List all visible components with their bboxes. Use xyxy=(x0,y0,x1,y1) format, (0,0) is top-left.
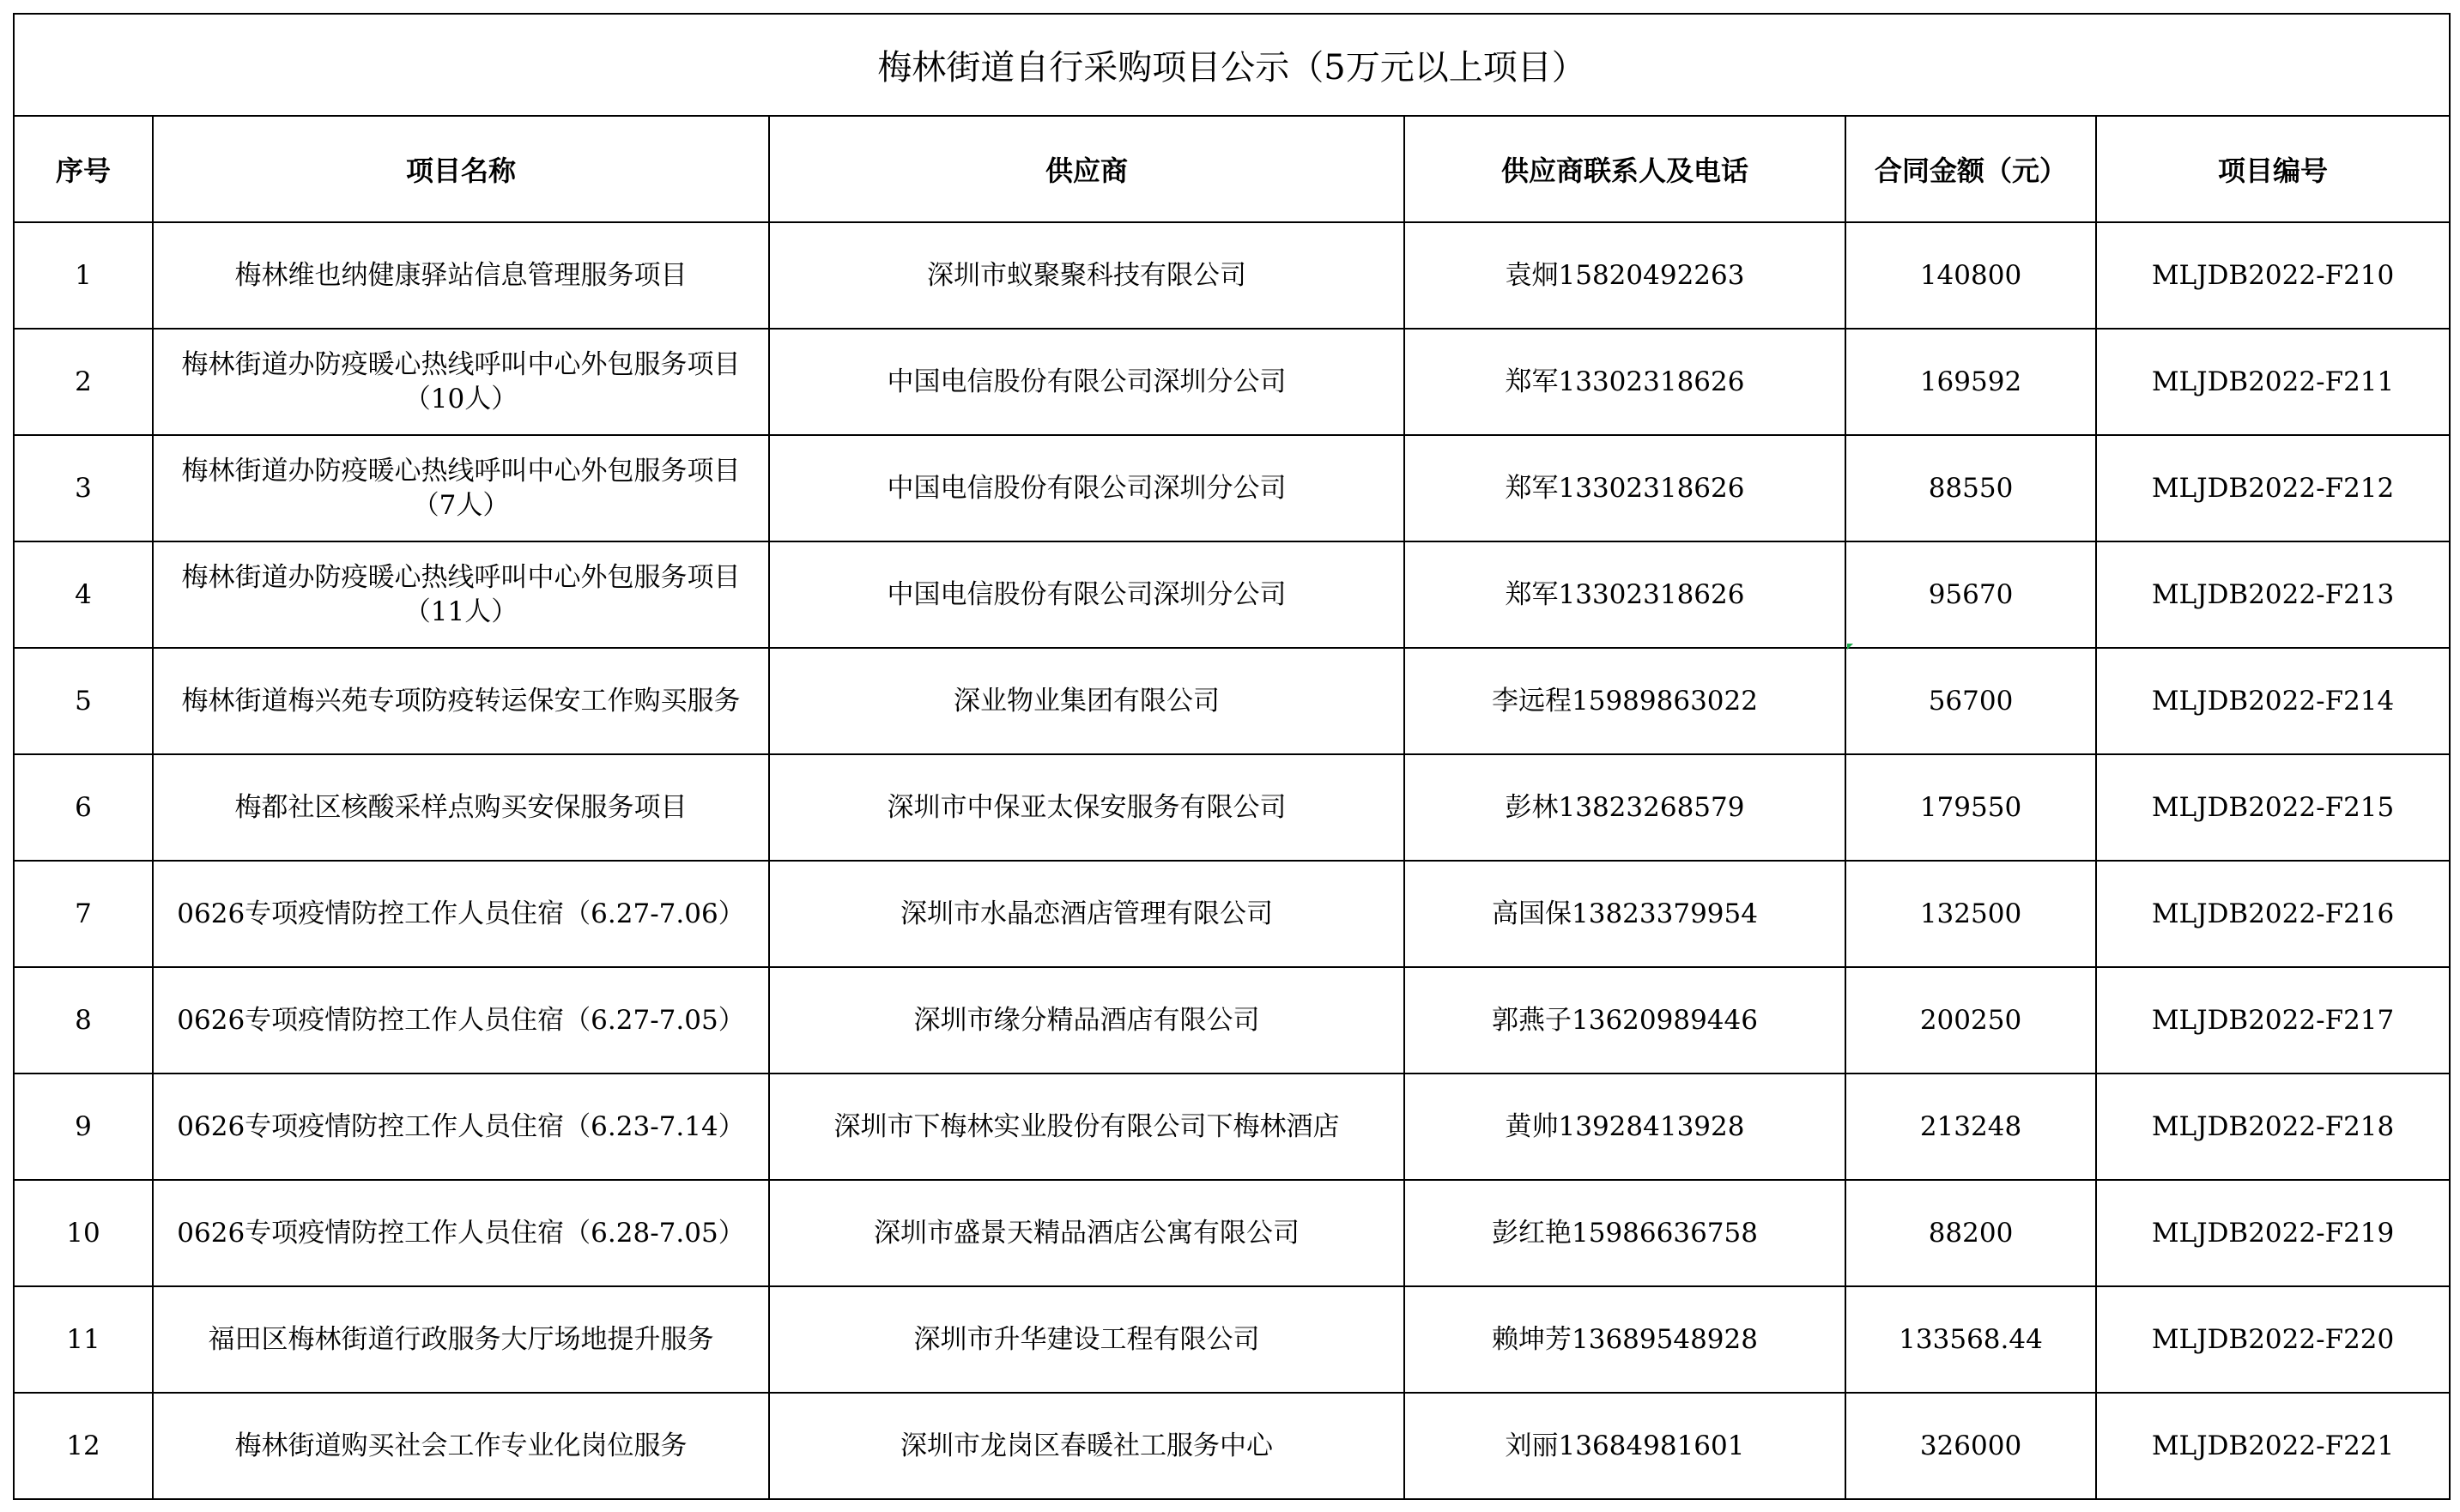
table-row xyxy=(14,967,2450,1074)
cell-project-code: MLJDB2022-F213 xyxy=(2096,541,2450,648)
table-row xyxy=(14,222,2450,329)
cell-project-code: MLJDB2022-F212 xyxy=(2096,435,2450,541)
cell-project-code: MLJDB2022-F215 xyxy=(2096,754,2450,861)
cell-contact: 郭燕子13620989446 xyxy=(1404,967,1845,1074)
cell-no: 9 xyxy=(14,1074,153,1180)
table-row xyxy=(14,1393,2450,1499)
cell-amount: 133568.44 xyxy=(1845,1286,2096,1393)
column-header-supplier: 供应商 xyxy=(769,116,1404,222)
cell-supplier: 中国电信股份有限公司深圳分公司 xyxy=(769,329,1404,435)
table-row xyxy=(14,861,2450,967)
cell-contact: 彭红艳15986636758 xyxy=(1404,1180,1845,1286)
cell-no: 8 xyxy=(14,967,153,1074)
cell-project-name: 梅林街道办防疫暖心热线呼叫中心外包服务项目（7人） xyxy=(153,435,769,541)
cell-amount: 169592 xyxy=(1845,329,2096,435)
column-header-amount: 合同金额（元） xyxy=(1845,116,2096,222)
cell-project-name: 梅林街道办防疫暖心热线呼叫中心外包服务项目（10人） xyxy=(153,329,769,435)
cell-amount: 56700 xyxy=(1845,648,2096,754)
table-row xyxy=(14,648,2450,754)
cell-contact: 赖坤芳13689548928 xyxy=(1404,1286,1845,1393)
cell-project-code: MLJDB2022-F220 xyxy=(2096,1286,2450,1393)
cell-contact: 袁炯15820492263 xyxy=(1404,222,1845,329)
cell-project-name: 福田区梅林街道行政服务大厅场地提升服务 xyxy=(153,1286,769,1393)
table-row xyxy=(14,1286,2450,1393)
cell-supplier: 深圳市龙岗区春暖社工服务中心 xyxy=(769,1393,1404,1499)
cell-supplier: 中国电信股份有限公司深圳分公司 xyxy=(769,541,1404,648)
header-row xyxy=(14,116,2450,222)
table-row xyxy=(14,1180,2450,1286)
cell-contact: 郑军13302318626 xyxy=(1404,435,1845,541)
cell-project-code: MLJDB2022-F221 xyxy=(2096,1393,2450,1499)
cell-project-name: 梅都社区核酸采样点购买安保服务项目 xyxy=(153,754,769,861)
cell-supplier: 深圳市蚁聚聚科技有限公司 xyxy=(769,222,1404,329)
column-header-project-name: 项目名称 xyxy=(153,116,769,222)
cell-contact: 黄帅13928413928 xyxy=(1404,1074,1845,1180)
cell-project-name: 梅林维也纳健康驿站信息管理服务项目 xyxy=(153,222,769,329)
cell-amount: 88200 xyxy=(1845,1180,2096,1286)
cell-no: 5 xyxy=(14,648,153,754)
column-header-contact: 供应商联系人及电话 xyxy=(1404,116,1845,222)
cell-no: 1 xyxy=(14,222,153,329)
cell-no: 7 xyxy=(14,861,153,967)
table-row xyxy=(14,754,2450,861)
table-row xyxy=(14,435,2450,541)
cell-project-name: 梅林街道办防疫暖心热线呼叫中心外包服务项目（11人） xyxy=(153,541,769,648)
cell-supplier: 深圳市缘分精品酒店有限公司 xyxy=(769,967,1404,1074)
cell-project-code: MLJDB2022-F211 xyxy=(2096,329,2450,435)
cell-contact: 郑军13302318626 xyxy=(1404,329,1845,435)
column-header-no: 序号 xyxy=(14,116,153,222)
procurement-table xyxy=(13,13,2451,1500)
cell-no: 2 xyxy=(14,329,153,435)
cell-supplier: 深业物业集团有限公司 xyxy=(769,648,1404,754)
cell-amount: 95670 xyxy=(1845,541,2096,648)
cell-amount: 179550 xyxy=(1845,754,2096,861)
cell-project-name: 0626专项疫情防控工作人员住宿（6.27-7.06） xyxy=(153,861,769,967)
cell-amount: 140800 xyxy=(1845,222,2096,329)
cell-no: 10 xyxy=(14,1180,153,1286)
cell-contact: 李远程15989863022 xyxy=(1404,648,1845,754)
cell-supplier: 深圳市水晶恋酒店管理有限公司 xyxy=(769,861,1404,967)
cell-contact: 郑军13302318626 xyxy=(1404,541,1845,648)
cell-no: 12 xyxy=(14,1393,153,1499)
cell-contact: 高国保13823379954 xyxy=(1404,861,1845,967)
cell-amount: 132500 xyxy=(1845,861,2096,967)
table-row xyxy=(14,1074,2450,1180)
cell-no: 6 xyxy=(14,754,153,861)
cell-amount: 200250 xyxy=(1845,967,2096,1074)
cell-project-code: MLJDB2022-F217 xyxy=(2096,967,2450,1074)
cell-amount: 213248 xyxy=(1845,1074,2096,1180)
cell-no: 3 xyxy=(14,435,153,541)
cell-project-name: 0626专项疫情防控工作人员住宿（6.28-7.05） xyxy=(153,1180,769,1286)
cell-supplier: 深圳市中保亚太保安服务有限公司 xyxy=(769,754,1404,861)
cell-project-code: MLJDB2022-F219 xyxy=(2096,1180,2450,1286)
cell-contact: 刘丽13684981601 xyxy=(1404,1393,1845,1499)
column-header-project-code: 项目编号 xyxy=(2096,116,2450,222)
table-row xyxy=(14,541,2450,648)
cell-project-name: 梅林街道梅兴苑专项防疫转运保安工作购买服务 xyxy=(153,648,769,754)
cell-no: 4 xyxy=(14,541,153,648)
table-row xyxy=(14,329,2450,435)
cell-project-code: MLJDB2022-F216 xyxy=(2096,861,2450,967)
cell-project-name: 0626专项疫情防控工作人员住宿（6.23-7.14） xyxy=(153,1074,769,1180)
document-title: 梅林街道自行采购项目公示（5万元以上项目） xyxy=(14,14,2450,116)
cell-project-code: MLJDB2022-F214 xyxy=(2096,648,2450,754)
cell-comment-marker xyxy=(1847,644,1853,650)
cell-project-code: MLJDB2022-F210 xyxy=(2096,222,2450,329)
cell-amount: 88550 xyxy=(1845,435,2096,541)
cell-no: 11 xyxy=(14,1286,153,1393)
cell-supplier: 深圳市盛景天精品酒店公寓有限公司 xyxy=(769,1180,1404,1286)
cell-supplier: 深圳市升华建设工程有限公司 xyxy=(769,1286,1404,1393)
cell-project-name: 梅林街道购买社会工作专业化岗位服务 xyxy=(153,1393,769,1499)
cell-supplier: 深圳市下梅林实业股份有限公司下梅林酒店 xyxy=(769,1074,1404,1180)
cell-amount: 326000 xyxy=(1845,1393,2096,1499)
cell-supplier: 中国电信股份有限公司深圳分公司 xyxy=(769,435,1404,541)
cell-project-name: 0626专项疫情防控工作人员住宿（6.27-7.05） xyxy=(153,967,769,1074)
cell-project-code: MLJDB2022-F218 xyxy=(2096,1074,2450,1180)
cell-contact: 彭林13823268579 xyxy=(1404,754,1845,861)
